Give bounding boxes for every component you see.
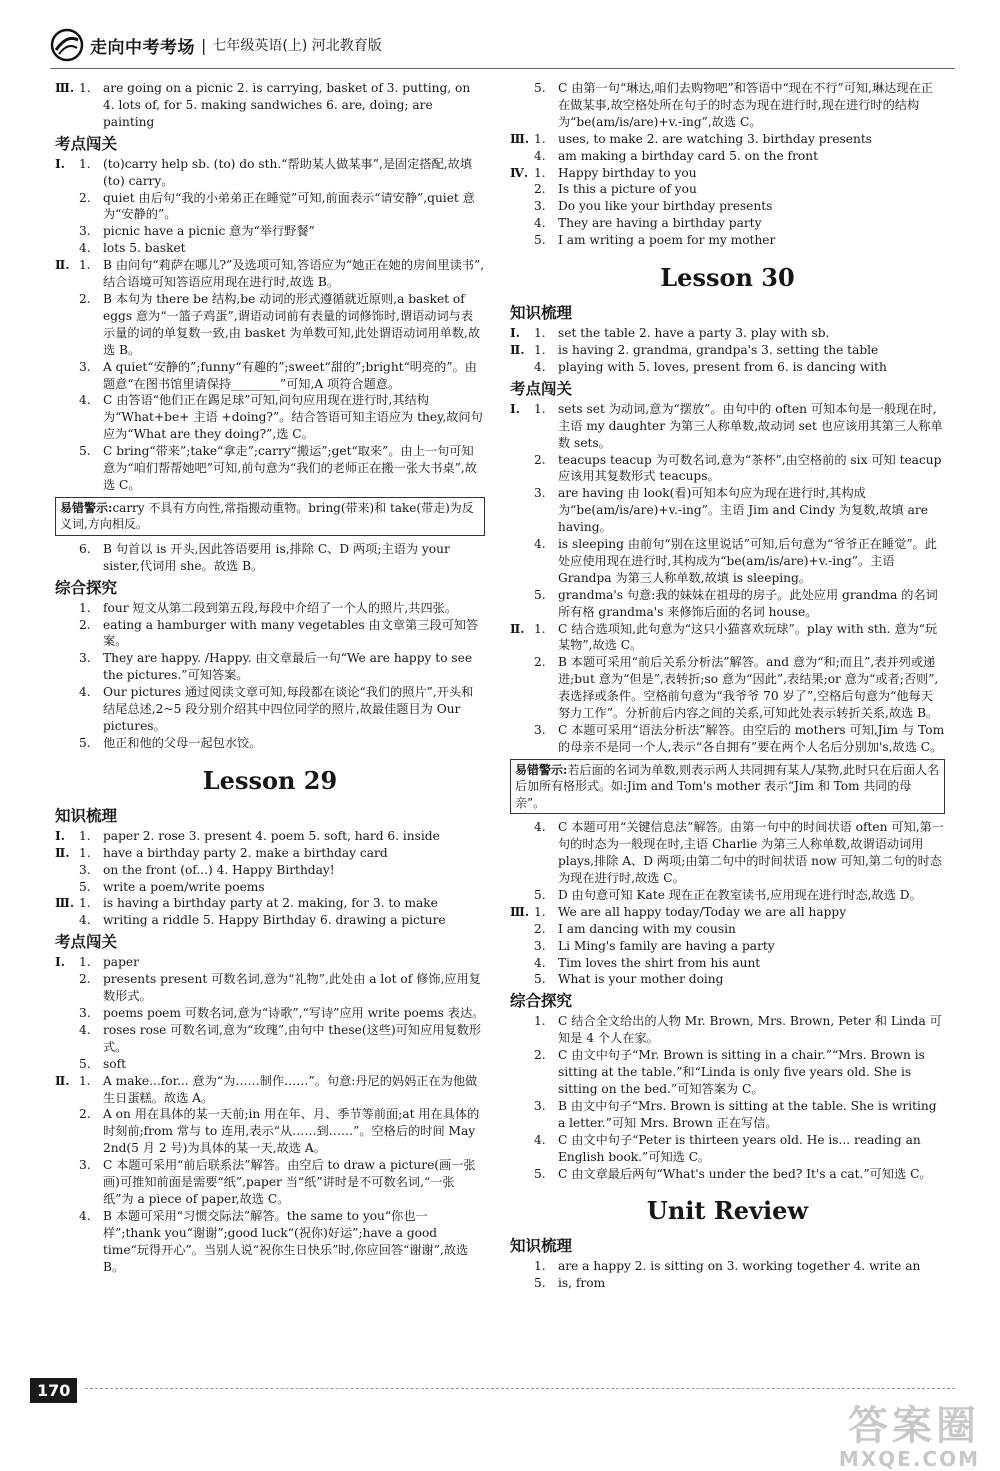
item-number: 4. (534, 537, 546, 552)
part-label (510, 938, 534, 955)
answer-text: A quiet“安静的”;funny“有趣的”;sweet“甜的”;bright“明亮的”。由题意“在图书馆里请保持________”可知,A 项符合题意。 (103, 359, 477, 391)
answer-text: Happy birthday to you (558, 165, 697, 180)
answer-text: poems poem 可数名词,意为“诗歌”,“写诗”应用 write poems 表达。 (103, 1005, 485, 1020)
part-label (510, 485, 534, 536)
answer-item (55, 650, 485, 684)
answer-item (510, 1047, 945, 1098)
part-label: Ⅱ. (55, 258, 70, 273)
part-label (510, 1098, 534, 1132)
answer-text: C 结合全文给出的人物 Mr. Brown, Mrs. Brown, Peter 和 Linda 可知是 4 个人在家。 (558, 1014, 942, 1046)
answer-item (55, 97, 485, 131)
answer-text: set the table 2. have a party 3. play with sb. (558, 326, 830, 341)
item-number: 5. (534, 1166, 546, 1181)
answer-item (55, 879, 485, 896)
item-number: 2. (534, 921, 546, 936)
part-label: Ⅰ. (55, 955, 65, 970)
section-heading: 知识梳理 (510, 304, 573, 323)
item-number: 5. (534, 587, 546, 602)
answer-item (55, 1056, 485, 1073)
answer-text: eating a hamburger with many vegetables 由文章第三段可知答案。 (103, 617, 479, 649)
answer-text: are a happy 2. is sitting on 3. working together 4. write an (558, 1259, 921, 1274)
watermark (839, 1405, 980, 1471)
item-number: 5. (79, 735, 91, 750)
part-label (55, 862, 79, 879)
section-heading: 考点闯关 (55, 933, 118, 952)
answer-item (510, 971, 945, 988)
answer-item (510, 342, 945, 359)
item-number: 4. (534, 359, 546, 374)
answer-item (510, 1166, 945, 1183)
item-number: 1. (79, 845, 91, 860)
part-label (510, 1132, 534, 1166)
lesson-title: Lesson 30 (660, 263, 795, 293)
part-label (510, 198, 534, 215)
item-number: 2. (79, 972, 91, 987)
answer-text: B 本句为 there be 结构,be 动词的形式遵循就近原则,a basket of eggs 意为“一篮子鸡蛋”,谓语动词前有表量的词修饰时,谓语动词与表示量的词的单复数一致,由 basket 为单数可知,此处谓语动词用单数,故选 B。 (103, 291, 481, 357)
answer-item (55, 359, 485, 393)
item-number: 4. (79, 1208, 91, 1223)
part-label (55, 879, 79, 896)
part-label: Ⅱ. (510, 342, 525, 357)
part-label (510, 921, 534, 938)
answer-item (55, 1022, 485, 1056)
part-label (510, 971, 534, 988)
item-number: 1. (79, 258, 91, 273)
item-number: 1. (534, 165, 546, 180)
section-heading: 综合探究 (510, 992, 573, 1011)
header-rule (50, 68, 955, 69)
item-number: 1. (534, 1259, 546, 1274)
part-label (510, 80, 534, 131)
part-label: Ⅱ. (55, 845, 70, 860)
answer-text: (to)carry help sb. (to) do sth.“帮助某人做某事”,是固定搭配,故填(to) carry。 (103, 156, 473, 188)
part-label (55, 650, 79, 684)
answer-text: sets set 为动词,意为“摆放”。由句中的 often 可知本句是一般现在时,主语 my daughter 为第三人称单数,故动词 set 也应该用其第三人称单数 sets。 (558, 401, 943, 450)
answer-item (510, 1258, 945, 1275)
answer-item (510, 165, 945, 182)
item-number: 6. (79, 541, 91, 556)
item-number: 5. (534, 81, 546, 95)
answer-text: quiet 由后句“我的小弟弟正在睡觉”可知,前面表示“请安静”,quiet 意为“安静的”。 (103, 190, 475, 222)
answer-text: write a poem/write poems (103, 879, 265, 894)
item-number: 1. (534, 131, 546, 146)
answer-item (510, 722, 945, 756)
part-label (510, 1013, 534, 1047)
item-number: 4. (534, 148, 546, 163)
part-label (510, 359, 534, 376)
part-label: Ⅰ. (510, 401, 520, 416)
warning-text: carry 不具有方向性,常指搬动重物。bring(带来)和 take(带走)为反义词,方向相反。 (60, 500, 474, 532)
item-number: 2. (534, 452, 546, 467)
answer-text: Tim loves the shirt from his aunt (558, 955, 761, 970)
part-label (55, 912, 79, 929)
part-label (55, 392, 79, 443)
book-subtitle: 七年级英语(上) 河北教育版 (212, 38, 382, 54)
answer-item (510, 401, 945, 452)
answer-item (510, 904, 945, 921)
answer-item (55, 684, 485, 735)
item-number: 1. (534, 904, 546, 919)
answer-text: roses rose 可数名词,意为“玫瑰”,由句中 these(这些)可知应用复数形式。 (103, 1022, 482, 1054)
part-label (510, 1275, 534, 1292)
answer-text: soft (103, 1056, 127, 1071)
part-label: Ⅱ. (510, 621, 525, 636)
answer-text: are having 由 look(看)可知本句应为现在进行时,其构成为“be(am/is/are)+v.-ing”。主语 Jim and Cindy 为复数,故填 are having。 (558, 486, 928, 535)
answer-item (55, 617, 485, 651)
answer-text: A make...for... 意为“为……制作……”。句意:丹尼的妈妈正在为他做生日蛋糕。故选 A。 (103, 1073, 478, 1105)
part-label (510, 148, 534, 165)
answer-item (55, 1005, 485, 1022)
answer-item (55, 291, 485, 359)
item-number (79, 97, 103, 131)
item-number: 1. (534, 621, 546, 636)
part-label (510, 819, 534, 887)
item-number: 1. (534, 401, 546, 416)
item-number: 3. (534, 938, 546, 953)
answer-text: Li Ming's family are having a party (558, 938, 775, 953)
answer-text: B 句首以 is 开头,因此答语要用 is,排除 C、D 两项;主语为 your sister,代词用 she。故选 B。 (103, 541, 450, 573)
item-number: 2. (534, 182, 546, 197)
answer-item (55, 1073, 485, 1107)
answer-item (55, 1106, 485, 1157)
section-heading: 知识梳理 (55, 806, 118, 825)
answer-text: C 本题可用“关键信息法”解答。由第一句中的时间状语 often 可知,第一句的时态为一般现在时,主语 Charlie 为第三人称单数,故谓语动词用 plays,排除 A、D 两项;由第二句中的时间状语 now 可知,第二句的时态为现在进行时,故选 C。 (558, 820, 944, 886)
answer-item (510, 131, 945, 148)
answer-item (510, 1275, 945, 1292)
part-label (55, 1056, 79, 1073)
part-label (55, 541, 79, 575)
item-number: 4. (79, 913, 91, 928)
part-label: Ⅲ. (55, 896, 75, 911)
item-number: 1. (79, 955, 91, 970)
answer-item (55, 156, 485, 190)
item-number: 4. (534, 216, 546, 231)
item-number: 3. (79, 359, 91, 374)
answer-text: C 由文中句子“Mr. Brown is sitting in a chair.”“Mrs. Brown is sitting at the table.”和“Linda is only five years old. She is sitting on the bed.”可知答案为 C。 (558, 1048, 925, 1096)
item-number: 5. (79, 444, 91, 459)
answer-text: They are having a birthday party (558, 216, 762, 231)
answer-item (55, 80, 485, 97)
answer-text: am making a birthday card 5. on the front (558, 148, 818, 163)
lesson-title: Lesson 29 (202, 765, 338, 795)
answer-text: 4. lots of, for 5. making sandwiches 6. are, doing; are painting (103, 97, 433, 129)
answer-item (55, 845, 485, 862)
part-label (55, 735, 79, 752)
part-label (510, 955, 534, 972)
part-label (55, 600, 79, 617)
part-label (55, 1106, 79, 1157)
part-label (510, 215, 534, 232)
answer-item (510, 955, 945, 972)
answer-text: are going on a picnic 2. is carrying, basket of 3. putting, on (103, 81, 471, 95)
answer-item (510, 80, 945, 131)
answer-text: We are all happy today/Today we are all happy (558, 904, 847, 919)
item-number: 3. (79, 224, 91, 239)
answer-text: is having a birthday party at 2. making, for 3. to make (103, 896, 438, 911)
part-label: Ⅰ. (510, 326, 520, 341)
answer-item (55, 862, 485, 879)
answer-text: C 由文中句子“Peter is thirteen years old. He is... reading an English book.”可知选 C。 (558, 1132, 921, 1164)
answer-item (55, 828, 485, 845)
part-label (55, 684, 79, 735)
answer-text: Is this a picture of you (558, 182, 697, 197)
answer-item (55, 541, 485, 575)
part-label: Ⅳ. (510, 165, 529, 180)
part-label: Ⅰ. (55, 156, 65, 171)
answer-text: Our pictures 通过阅读文章可知,每段都在谈论“我们的照片”,开头和结尾总述,2~5 段分别介绍其中四位同学的照片,故最佳题目为 Our pictures。 (103, 685, 474, 733)
answer-text: picnic have a picnic 意为“举行野餐” (103, 224, 315, 239)
answer-text: paper 2. rose 3. present 4. poem 5. soft, hard 6. inside (103, 828, 440, 843)
item-number: 4. (79, 1022, 91, 1037)
item-number: 4. (534, 955, 546, 970)
answer-text: have a birthday party 2. make a birthday card (103, 845, 388, 860)
part-label: Ⅲ. (55, 81, 75, 95)
section-heading: 综合探究 (55, 578, 118, 597)
item-number: 1. (79, 828, 91, 843)
answer-item (55, 1157, 485, 1208)
part-label: Ⅲ. (510, 904, 530, 919)
answer-item (510, 359, 945, 376)
item-number: 2. (79, 190, 91, 205)
answer-text: writing a riddle 5. Happy Birthday 6. drawing a picture (103, 913, 446, 928)
answer-text: C bring“带来”;take“拿走”;carry“搬运”;get“取来”。由上一句可知意为“咱们帮帮她吧”可知,前句意为“我们的老师正在搬一张大书桌”,故选 C。 (103, 444, 477, 492)
right-column (510, 80, 945, 1292)
part-label (55, 291, 79, 359)
answer-text: C 由答语“他们正在踢足球”可知,问句应用现在进行时,其结构为“What+be+ 主语 +doing?”。结合答语可知主语应为 they,故问句应为“What are they doing?”,选 C。 (103, 393, 483, 442)
item-number: 4. (534, 820, 546, 835)
item-number: 2. (79, 291, 91, 306)
answer-item (510, 1013, 945, 1047)
item-number: 5. (534, 233, 546, 248)
answer-item (510, 921, 945, 938)
answer-text: 他正和他的父母一起包水饺。 (103, 735, 262, 750)
warning-label: 易错警示: (515, 762, 568, 777)
answer-text: B 由问句“莉萨在哪儿?”及选项可知,答语应为“她正在她的房间里读书”,结合语境可知答语应用现在进行时,故选 B。 (103, 258, 485, 290)
answer-item (510, 1098, 945, 1132)
answer-text: four 短文从第二段到第五段,每段中介绍了一个人的照片,共四张。 (103, 600, 458, 615)
answer-item (55, 443, 485, 494)
item-number: 5. (79, 879, 91, 894)
part-label (55, 240, 79, 257)
item-number: 2. (79, 1107, 91, 1122)
item-number: 3. (79, 1158, 91, 1173)
part-label (510, 232, 534, 249)
part-label (55, 97, 79, 131)
part-label (55, 971, 79, 1005)
answer-item (55, 223, 485, 240)
item-number: 1. (534, 1014, 546, 1029)
answer-text: Do you like your birthday presents (558, 199, 773, 214)
page-number: 170 (30, 1378, 77, 1403)
answer-text: C 由第一句“琳达,咱们去购物吧”和答语中“现在不行”可知,琳达现在正在做某事,故空格处所在句子的时态为现在进行时,现在进行时的结构为“be(am/is/are)+v.-ing”,故选 C。 (558, 81, 933, 129)
item-number: 2. (534, 1048, 546, 1063)
item-number: 5. (534, 887, 546, 902)
answer-text: I am writing a poem for my mother (558, 233, 776, 248)
answer-text: paper (103, 955, 139, 970)
answer-item (55, 392, 485, 443)
item-number: 1. (534, 326, 546, 341)
answer-text: lots 5. basket (103, 241, 186, 256)
answer-item (55, 600, 485, 617)
answer-text: is, from (558, 1276, 606, 1291)
item-number: 4. (79, 241, 91, 256)
answer-item (55, 240, 485, 257)
part-label: Ⅰ. (55, 828, 65, 843)
answer-text: teacups teacup 为可数名词,意为“茶杯”,由空格前的 six 可知 teacup 应该用其复数形式 teacups。 (558, 452, 942, 484)
part-label (510, 887, 534, 904)
part-label (510, 654, 534, 722)
answer-item (55, 735, 485, 752)
watermark-url: MXQE.COM (838, 1447, 980, 1471)
series-title: 走向中考考场 (90, 37, 195, 58)
footer-rule (85, 1388, 955, 1389)
part-label (510, 1258, 534, 1275)
answer-item (510, 1132, 945, 1166)
part-label (510, 181, 534, 198)
answer-item (510, 181, 945, 198)
item-number: 1. (79, 896, 91, 911)
item-number: 5. (534, 1276, 546, 1291)
answer-item (55, 971, 485, 1005)
answer-text: I am dancing with my cousin (558, 921, 736, 936)
item-number: 4. (534, 1132, 546, 1147)
item-number: 1. (79, 1073, 91, 1088)
answer-text: B 本题可采用“前后关系分析法”解答。and 意为“和;而且”,表并列或递进;but 意为“但是”,表转折;so 意为“因此”,表结果;or 意为“或者;否则”,表选择或条件。空格前句意为“我爷爷 70 岁了”,空格后句意为“他每天努力工作”。分析前后内容之间的关系,可知此处表示转折关系,故选 B。 (558, 655, 939, 721)
answer-text: What is your mother doing (558, 972, 724, 987)
answer-item (510, 938, 945, 955)
item-number: 3. (79, 651, 91, 666)
item-number: 3. (79, 862, 91, 877)
part-label (510, 452, 534, 486)
answer-text: is sleeping 由前句“别在这里说话”可知,后句意为“爷爷正在睡觉”。此处应使用现在进行时,其构成为“be(am/is/are)+v.-ing”。主语 Grandpa 为第三人称单数,故填 is sleeping。 (558, 537, 937, 585)
item-number: 5. (534, 972, 546, 987)
warning-text: 若后面的名词为单数,则表示两人共同拥有某人/某物,此时只在后面人名后加所有格形式。如:Jim and Tom's mother 表示“Jim 和 Tom 共同的母亲”。 (515, 762, 940, 810)
part-label (510, 587, 534, 621)
part-label (55, 443, 79, 494)
part-label (55, 617, 79, 651)
answer-item (55, 912, 485, 929)
section-heading: 考点闯关 (55, 134, 118, 153)
watermark-text: 答案圈 (848, 1403, 980, 1449)
book-logo-icon (50, 28, 84, 62)
answer-item (510, 198, 945, 215)
answer-text: B 本题可采用“习惯交际法”解答。the same to you“你也一样”;thank you“谢谢”;good luck“(祝你)好运”;have a good time“玩得开心”。当别人说“祝你生日快乐”时,你应回答“谢谢”,故选 B。 (103, 1208, 469, 1274)
part-label (510, 536, 534, 587)
warning-box (510, 759, 945, 815)
item-number: 3. (534, 199, 546, 214)
item-number: 2. (534, 655, 546, 670)
item-number: 1. (79, 156, 91, 171)
part-label (55, 190, 79, 224)
answer-item (510, 325, 945, 342)
item-number: 3. (534, 723, 546, 737)
answer-item (510, 819, 945, 887)
answer-item (55, 954, 485, 971)
answer-text: on the front (of...) 4. Happy Birthday! (103, 862, 335, 877)
answer-text: C 本题可采用“语法分析法”解答。由空后的 mothers 可知,Jim 与 Tom 的母亲不是同一个人,表示“各自拥有”要在两个人名后分别加's,故选 C。 (558, 723, 945, 754)
part-label (55, 1157, 79, 1208)
answer-text: grandma's 句意:我的妹妹在祖母的房子。此处应用 grandma 的名词所有格 grandma's 来修饰后面的名词 house。 (558, 587, 938, 619)
answer-item (510, 452, 945, 486)
answer-text: A on 用在具体的某一天前;in 用在年、月、季节等前面;at 用在具体的时刻前;from 常与 to 连用,表示“从……到……”。空格后的时间 May 2nd(5 月 2 号)为具体的某一天,故选 A。 (103, 1107, 480, 1156)
answer-text: uses, to make 2. are watching 3. birthday presents (558, 131, 873, 146)
left-column (55, 80, 485, 1275)
answer-item (510, 232, 945, 249)
answer-text: B 由文中句子“Mrs. Brown is sitting at the table. She is writing a letter.”可知 Mrs. Brown 正在写信。 (558, 1098, 937, 1130)
answer-item (510, 536, 945, 587)
answer-item (510, 887, 945, 904)
lesson-title: Unit Review (646, 1196, 809, 1226)
header-separator: | (201, 35, 207, 55)
section-heading: 考点闯关 (510, 379, 573, 398)
answer-text: playing with 5. loves, present from 6. is dancing with (558, 359, 887, 374)
answer-text: presents present 可数名词,意为“礼物”,此处由 a lot of 修饰,应用复数形式。 (103, 972, 481, 1004)
item-number: 3. (534, 486, 546, 501)
answer-item (55, 257, 485, 291)
answer-text: C 本题可采用“前后联系法”解答。由空后 to draw a picture(画一张画)可推知前面是需要“纸”,paper 当“纸”讲时是不可数名词,“一张纸”为 a piece of paper,故选 C。 (103, 1158, 476, 1206)
item-number: 2. (79, 617, 91, 632)
answer-item (55, 1208, 485, 1276)
warning-label: 易错警示: (60, 500, 113, 515)
answer-item (510, 215, 945, 232)
warning-box (55, 497, 485, 536)
answer-text: C 结合选项知,此句意为“这只小猫喜欢玩球”。play with sth. 意为“玩某物”,故选 C。 (558, 621, 938, 653)
part-label (55, 223, 79, 240)
part-label: Ⅲ. (510, 131, 530, 146)
item-number: 4. (79, 685, 91, 700)
section-heading: 知识梳理 (510, 1237, 573, 1256)
part-label (55, 1005, 79, 1022)
answer-item (510, 587, 945, 621)
part-label (55, 1022, 79, 1056)
answer-item (510, 148, 945, 165)
page-header (50, 28, 382, 62)
answer-item (510, 485, 945, 536)
answer-item (510, 621, 945, 655)
part-label: Ⅱ. (55, 1073, 70, 1088)
part-label (55, 359, 79, 393)
answer-text: D 由句意可知 Kate 现在正在教室读书,应用现在进行时态,故选 D。 (558, 887, 922, 902)
item-number: 3. (534, 1098, 546, 1113)
answer-item (55, 895, 485, 912)
item-number: 3. (79, 1005, 91, 1020)
answer-text: They are happy. /Happy. 由文章最后一句“We are happy to see the pictures.”可知答案。 (103, 651, 473, 683)
answer-text: C 由文章最后两句“What's under the bed? It's a cat.”可知选 C。 (558, 1166, 932, 1181)
answer-item (55, 190, 485, 224)
item-number: 1. (534, 342, 546, 357)
part-label (55, 1208, 79, 1276)
part-label (510, 1166, 534, 1183)
item-number: 1. (79, 600, 91, 615)
item-number: 1. (79, 81, 91, 95)
item-number: 5. (79, 1056, 91, 1071)
answer-text: is having 2. grandma, grandpa's 3. setting the table (558, 342, 879, 357)
item-number: 4. (79, 393, 91, 408)
answer-item (510, 654, 945, 722)
part-label (510, 1047, 534, 1098)
part-label (510, 722, 534, 756)
